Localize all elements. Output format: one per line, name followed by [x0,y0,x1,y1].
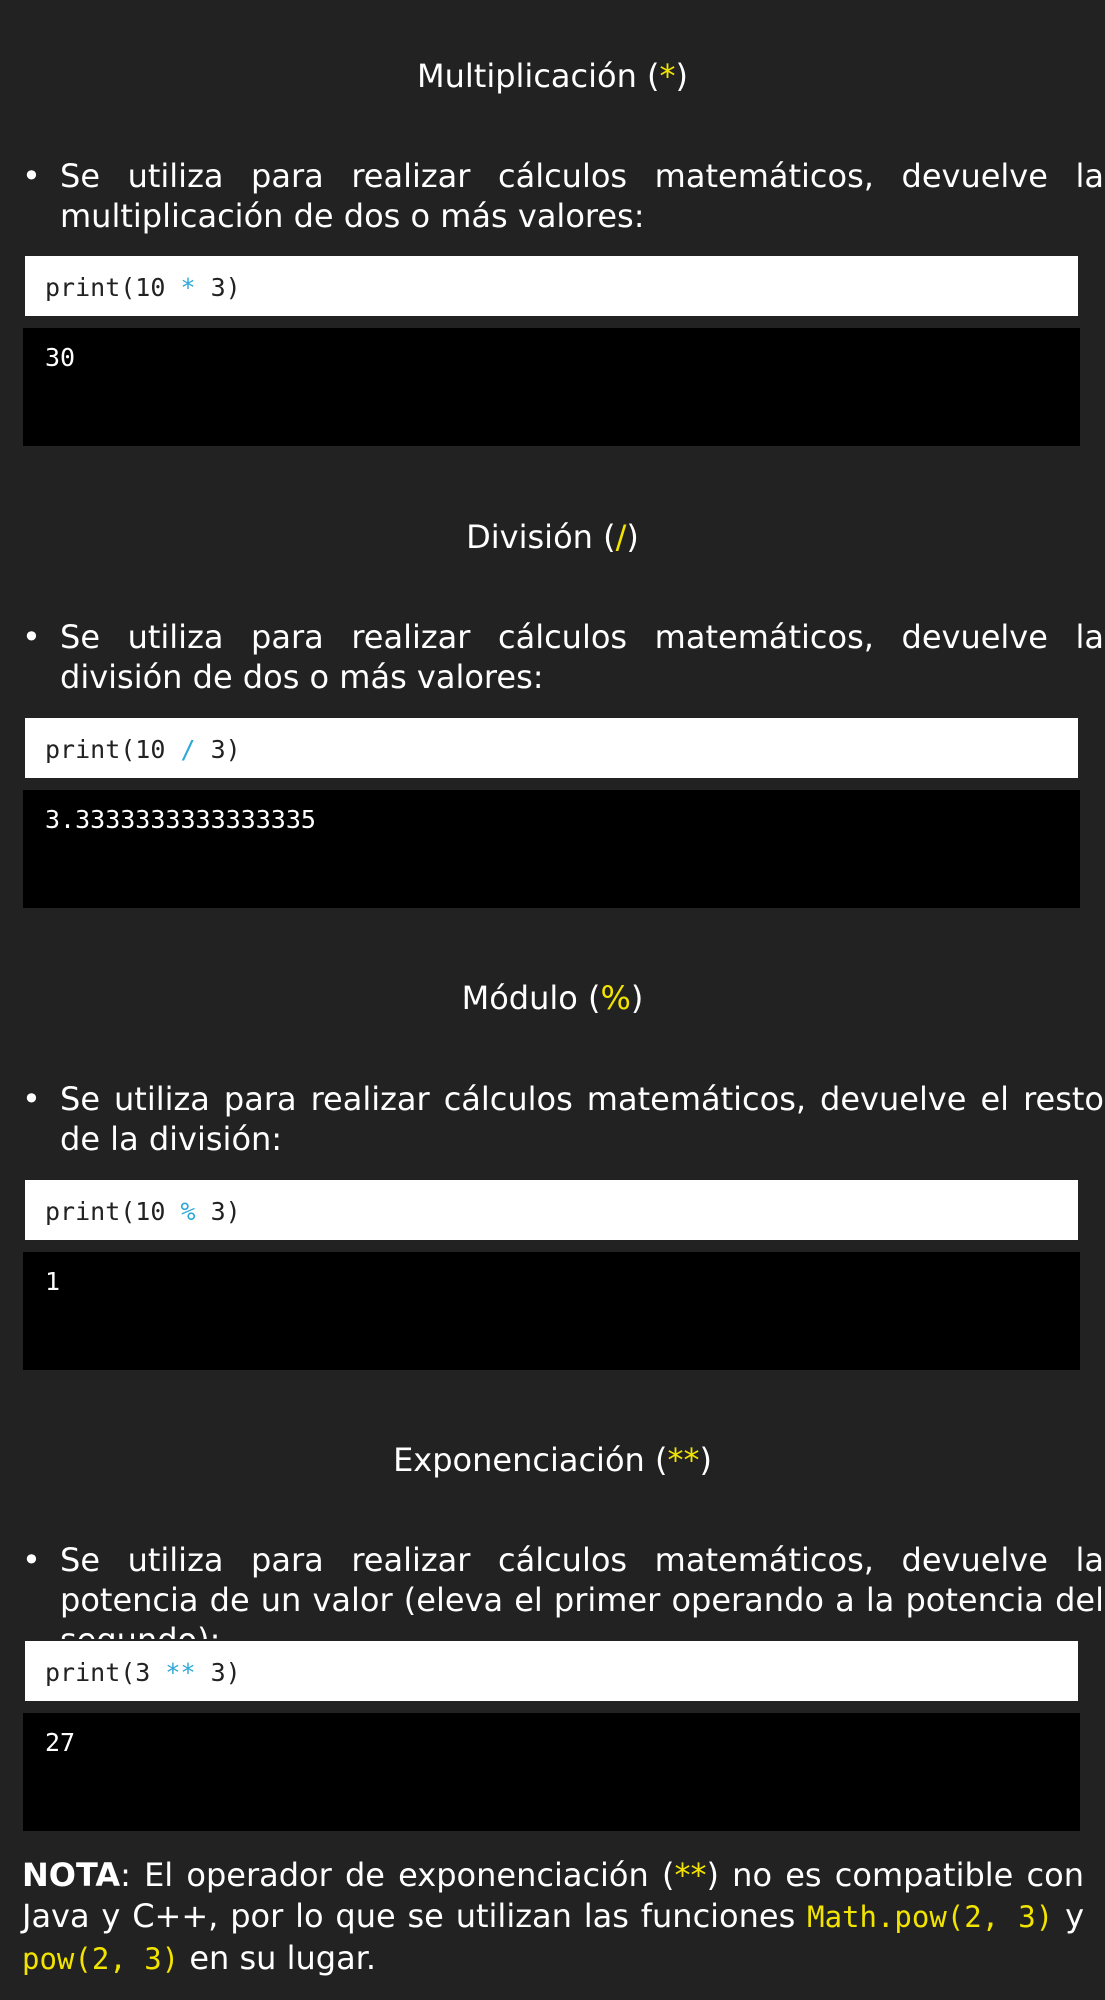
note-label: NOTA [22,1856,121,1894]
output-block-exponenciacion: 27 [23,1713,1080,1831]
section-title-modulo: Módulo (%) [461,979,644,1017]
operator-symbol: ** [667,1441,700,1479]
section-title-division: División (/) [466,518,639,556]
note-code-math-pow: Math.pow(2, 3) [807,1900,1054,1934]
note-code-pow: pow(2, 3) [22,1942,180,1976]
bullet-text: Se utiliza para realizar cálculos matemáticos, devuelve el resto de la división: [60,1080,1104,1158]
code-operator: % [180,1197,196,1226]
code-operator: / [180,735,196,764]
operator-symbol: % [600,979,631,1017]
bullet-text: Se utiliza para realizar cálculos matemáticos, devuelve la división de dos o más valores: [60,618,1104,696]
bullet-icon: • [22,1541,41,1579]
bullet-text: Se utiliza para realizar cálculos matemáticos, devuelve la potencia de un valor (eleva el primer operando a la potencia del [60,1541,1104,1619]
bullet-text: Se utiliza para realizar cálculos matemáticos, devuelve la multiplicación de dos o más valores: [60,157,1104,235]
code-operator: * [180,273,196,302]
operator-symbol: * [659,57,676,95]
code-block-modulo: print(10 % 3) [23,1178,1080,1242]
code-operator: ** [165,1658,196,1687]
output-block-multiplicacion: 30 [23,328,1080,446]
output-block-modulo: 1 [23,1252,1080,1370]
note-paragraph: NOTA: El operador de exponenciación (**) no es compatible con Java y C++, por lo que se utilizan las funciones Math.pow(2, 3) y pow(2, 3) en su lugar. [22,1856,1085,1977]
output-block-division: 3.3333333333333335 [23,790,1080,908]
code-block-multiplicacion: print(10 * 3) [23,254,1080,318]
operator-symbol: / [615,518,627,556]
code-block-exponenciacion: print(3 ** 3) [23,1639,1080,1703]
section-title-exponenciacion: Exponenciación (**) [393,1441,712,1479]
section-title-multiplicacion: Multiplicación (*) [417,57,688,95]
note-operator: ** [674,1856,707,1894]
bullet-icon: • [22,1080,41,1118]
bullet-icon: • [22,157,41,195]
code-block-division: print(10 / 3) [23,716,1080,780]
bullet-icon: • [22,618,41,656]
